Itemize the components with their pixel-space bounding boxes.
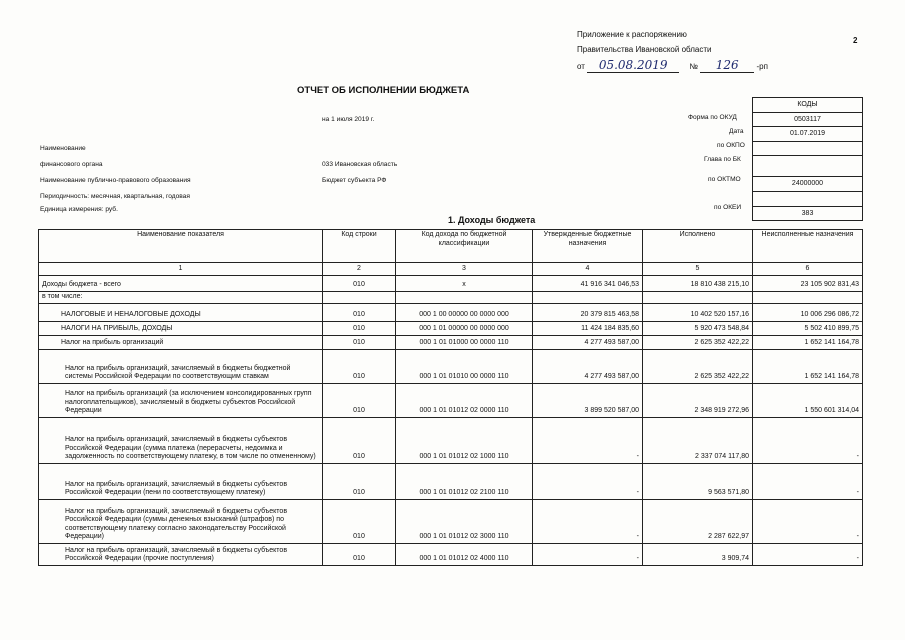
row-name: Доходы бюджета - всего (39, 276, 323, 292)
appendix-date: 05.08.2019 (587, 58, 679, 73)
row-code: 000 1 01 01000 00 0000 110 (396, 336, 533, 350)
col-number: 6 (753, 263, 863, 276)
row-line: 010 (323, 350, 396, 384)
row-executed: 5 920 473 548,84 (643, 322, 753, 336)
row-name: Налог на прибыль организаций, зачисляемый в бюджеты субъектов Российской Федерации (сумма платежа (перерасчеты, недоимка и задолженность по соответствующему платежу, в том числе по отмененному) (39, 418, 323, 464)
row-approved: 11 424 184 835,60 (533, 322, 643, 336)
column-number-row (39, 263, 863, 276)
number-suffix: -рп (756, 62, 768, 71)
row-name: Налог на прибыль организаций, зачисляемый в бюджеты субъектов Российской Федерации (суммы денежных взысканий (штрафов) по соответствующему платежу согласно законодательству Российской Федерации) (39, 500, 323, 544)
row-name: НАЛОГОВЫЕ И НЕНАЛОГОВЫЕ ДОХОДЫ (39, 304, 323, 322)
row-approved: - (533, 500, 643, 544)
row-line: 010 (323, 384, 396, 418)
col-header-code: Код дохода по бюджетной классификации (396, 230, 533, 263)
periodicity: Периодичность: месячная, квартальная, годовая (40, 193, 190, 200)
row-line: 010 (323, 500, 396, 544)
row-code: 000 1 01 01012 02 0000 110 (396, 384, 533, 418)
row-line: 010 (323, 418, 396, 464)
row-code: 000 1 01 00000 00 0000 000 (396, 322, 533, 336)
row-approved: 4 277 493 587,00 (533, 350, 643, 384)
okud-value: 0503117 (753, 113, 862, 128)
row-approved: 41 916 341 046,53 (533, 276, 643, 292)
row-unexecuted: - (753, 544, 863, 566)
appendix-line-2: Правительства Ивановской области (577, 45, 712, 54)
col-number: 3 (396, 263, 533, 276)
ppo-label: Наименование публично-правового образования (40, 177, 191, 184)
income-table (38, 229, 863, 566)
row-line: 010 (323, 276, 396, 292)
appendix-date-line (577, 58, 768, 73)
okei-value: 383 (753, 207, 862, 222)
row-line (323, 292, 396, 304)
number-label: № (689, 62, 698, 71)
row-code: 000 1 01 01010 00 0000 110 (396, 350, 533, 384)
oktmo-value: 24000000 (753, 177, 862, 192)
row-line: 010 (323, 336, 396, 350)
col-header-name: Наименование показателя (39, 230, 323, 263)
row-name: Налог на прибыль организаций, зачисляемый в бюджеты субъектов Российской Федерации (пени по соответствующему платежу) (39, 464, 323, 500)
row-executed: 2 625 352 422,22 (643, 350, 753, 384)
table-row (39, 418, 863, 464)
row-name: Налог на прибыль организаций (за исключением консолидированных групп налогоплательщиков), зачисляемый в бюджеты субъектов Российской Федерации (39, 384, 323, 418)
table-row (39, 464, 863, 500)
row-code: 000 1 01 01012 02 2100 110 (396, 464, 533, 500)
appendix-line-1: Приложение к распоряжению (577, 30, 687, 39)
col-number: 5 (643, 263, 753, 276)
row-executed: 3 909,74 (643, 544, 753, 566)
okud-label: Форма по ОКУД (688, 114, 737, 121)
row-approved: - (533, 418, 643, 464)
fin-org-label: финансового органа (40, 161, 103, 168)
row-code (396, 292, 533, 304)
table-row (39, 500, 863, 544)
fin-org-value: 033 Ивановская область (322, 161, 398, 168)
row-name: НАЛОГИ НА ПРИБЫЛЬ, ДОХОДЫ (39, 322, 323, 336)
row-code: 000 1 01 01012 02 3000 110 (396, 500, 533, 544)
bk-value (753, 156, 862, 177)
table-row (39, 322, 863, 336)
date-label: Дата (729, 128, 744, 135)
row-unexecuted: - (753, 418, 863, 464)
row-executed: 2 287 622,97 (643, 500, 753, 544)
row-code: x (396, 276, 533, 292)
codes-box (752, 97, 863, 221)
row-unexecuted: - (753, 464, 863, 500)
row-unexecuted (753, 292, 863, 304)
row-unexecuted: - (753, 500, 863, 544)
report-date: на 1 июля 2019 г. (322, 116, 375, 123)
row-name: Налог на прибыль организаций, зачисляемый в бюджеты субъектов Российской Федерации (прочие поступления) (39, 544, 323, 566)
table-row (39, 276, 863, 292)
col-number: 1 (39, 263, 323, 276)
row-name: Налог на прибыль организаций (39, 336, 323, 350)
col-header-executed: Исполнено (643, 230, 753, 263)
row-executed: 2 625 352 422,22 (643, 336, 753, 350)
row-name: в том числе: (39, 292, 323, 304)
row-line: 010 (323, 322, 396, 336)
table-row (39, 304, 863, 322)
row-approved (533, 292, 643, 304)
table-header-row (39, 230, 863, 263)
oktmo-label: по ОКТМО (708, 176, 741, 183)
row-code: 000 1 01 01012 02 1000 110 (396, 418, 533, 464)
page-number: 2 (853, 36, 858, 45)
codes-header: КОДЫ (753, 98, 862, 113)
row-executed: 9 563 571,80 (643, 464, 753, 500)
okei-label: по ОКЕИ (714, 204, 742, 211)
bk-label: Глава по БК (704, 156, 741, 163)
col-header-unexecuted: Неисполненные назначения (753, 230, 863, 263)
name-label: Наименование (40, 145, 86, 152)
table-row (39, 336, 863, 350)
col-header-line: Код строки (323, 230, 396, 263)
date-value: 01.07.2019 (753, 127, 862, 142)
row-executed: 18 810 438 215,10 (643, 276, 753, 292)
col-header-approved: Утвержденные бюджетные назначения (533, 230, 643, 263)
unit-label: Единица измерения: руб. (40, 206, 118, 213)
table-row (39, 384, 863, 418)
row-approved: 20 379 815 463,58 (533, 304, 643, 322)
row-approved: - (533, 464, 643, 500)
report-title: ОТЧЕТ ОБ ИСПОЛНЕНИИ БЮДЖЕТА (297, 85, 470, 96)
row-unexecuted: 1 550 601 314,04 (753, 384, 863, 418)
from-label: от (577, 62, 585, 71)
row-code: 000 1 01 01012 02 4000 110 (396, 544, 533, 566)
row-line: 010 (323, 544, 396, 566)
row-approved: - (533, 544, 643, 566)
blank-value (753, 192, 862, 207)
table-row (39, 544, 863, 566)
table-row (39, 292, 863, 304)
row-executed: 2 348 919 272,96 (643, 384, 753, 418)
row-name: Налог на прибыль организаций, зачисляемый в бюджеты бюджетной системы Российской Федерации по соответствующим ставкам (39, 350, 323, 384)
row-unexecuted: 1 652 141 164,78 (753, 350, 863, 384)
row-code: 000 1 00 00000 00 0000 000 (396, 304, 533, 322)
row-unexecuted: 1 652 141 164,78 (753, 336, 863, 350)
row-executed: 2 337 074 117,80 (643, 418, 753, 464)
okpo-value (753, 142, 862, 157)
row-unexecuted: 10 006 296 086,72 (753, 304, 863, 322)
row-approved: 3 899 520 587,00 (533, 384, 643, 418)
ppo-value: Бюджет субъекта РФ (322, 177, 387, 184)
appendix-number: 126 (700, 58, 754, 73)
okpo-label: по ОКПО (717, 142, 745, 149)
table-row (39, 350, 863, 384)
row-approved: 4 277 493 587,00 (533, 336, 643, 350)
row-unexecuted: 23 105 902 831,43 (753, 276, 863, 292)
section-title: 1. Доходы бюджета (448, 215, 536, 225)
row-unexecuted: 5 502 410 899,75 (753, 322, 863, 336)
row-executed (643, 292, 753, 304)
row-line: 010 (323, 464, 396, 500)
col-number: 2 (323, 263, 396, 276)
row-executed: 10 402 520 157,16 (643, 304, 753, 322)
row-line: 010 (323, 304, 396, 322)
col-number: 4 (533, 263, 643, 276)
